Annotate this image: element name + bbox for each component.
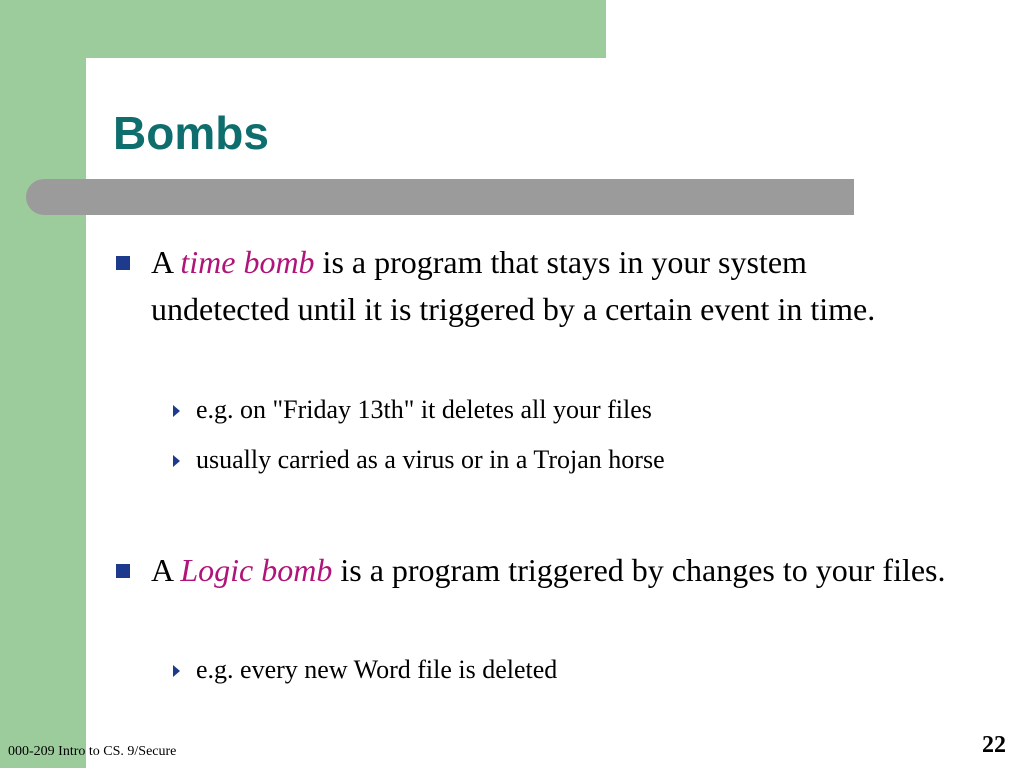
bullet-time-bomb [151, 239, 951, 333]
sub-bullet-word-file [196, 653, 557, 687]
green-top-band [0, 0, 606, 58]
slide-number: 22 [982, 732, 1006, 758]
triangle-bullet-icon [173, 405, 180, 417]
footer-course-label: 000-209 Intro to CS. 9/Secure [8, 744, 177, 759]
sub-bullet-text: e.g. every new Word file is deleted [196, 655, 558, 684]
bullet-logic-bomb [151, 547, 951, 594]
green-side-band [0, 0, 86, 768]
triangle-bullet-icon [173, 665, 180, 677]
square-bullet-icon [116, 564, 130, 578]
bullet-prefix: A [151, 244, 181, 280]
sub-bullet-friday [196, 393, 652, 427]
bullet-text: is a program triggered by changes to your files. [332, 552, 946, 588]
sub-bullet-carried [196, 443, 665, 477]
slide-title: Bombs [113, 107, 269, 159]
triangle-bullet-icon [173, 455, 180, 467]
bullet-text: is a program that stays in your system undetected until it is triggered by a certain event in time. [151, 244, 876, 327]
sub-bullet-text: e.g. on "Friday 13th" it deletes all your files [196, 395, 652, 424]
title-underline-bar [26, 179, 854, 215]
term-time-bomb: time bomb [180, 244, 315, 280]
term-logic-bomb: Logic bomb [180, 552, 333, 588]
bullet-prefix: A [151, 552, 181, 588]
square-bullet-icon [116, 256, 130, 270]
sub-bullet-text: usually carried as a virus or in a Trojan horse [196, 445, 665, 474]
